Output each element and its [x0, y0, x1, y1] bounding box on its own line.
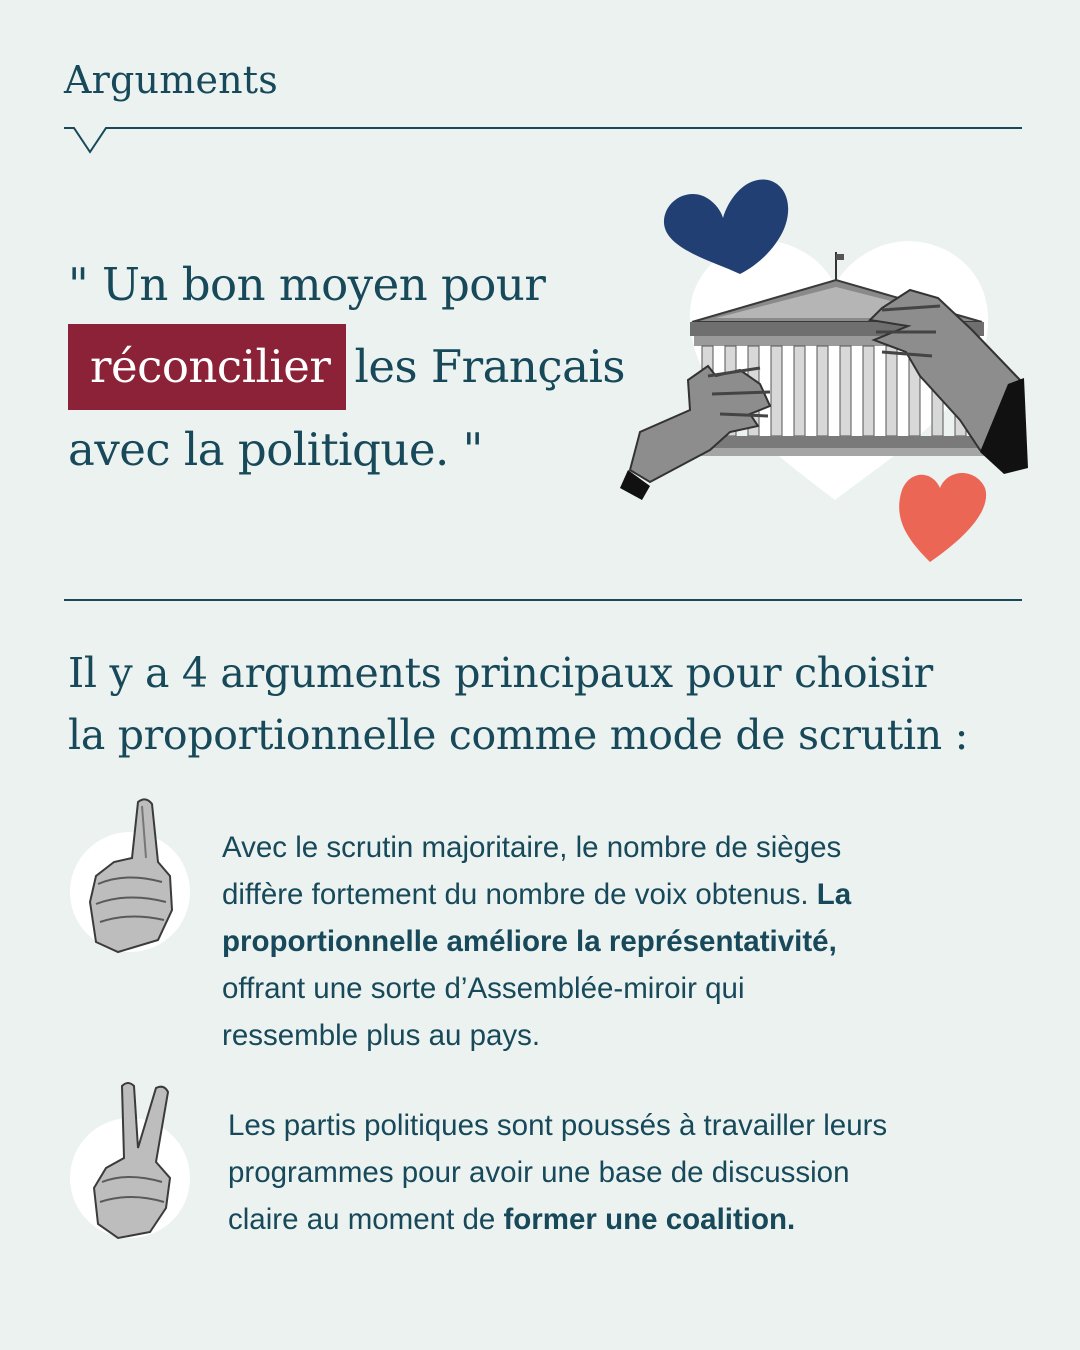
- section-title: Arguments: [64, 58, 278, 102]
- body-text: ressemble plus au pays.: [222, 1019, 541, 1052]
- emphasis-text: La: [816, 878, 852, 911]
- argument-2-line: [228, 1102, 1028, 1149]
- pull-quote: [68, 245, 668, 489]
- body-text: programmes pour avoir une base de discussion: [228, 1156, 850, 1189]
- body-text: Les partis politiques sont poussés à travailler leurs: [228, 1109, 888, 1142]
- quote-line-3: avec la politique. ": [68, 423, 483, 476]
- body-text: diffère fortement du nombre de voix obtenus.: [222, 878, 817, 911]
- assembly-illustration: [620, 170, 1040, 570]
- argument-1-line: [222, 918, 1022, 965]
- argument-1-line: [222, 1012, 1022, 1059]
- section-divider: [64, 599, 1022, 601]
- body-text: offrant une sorte d’Assemblée-miroir qui: [222, 972, 745, 1005]
- argument-2-text: [228, 1102, 1028, 1243]
- intro-line-2: la proportionnelle comme mode de scrutin :: [68, 711, 969, 759]
- argument-1-line: [222, 965, 1022, 1012]
- quote-line-2: [68, 324, 668, 410]
- emphasis-text: former une coalition.: [503, 1203, 796, 1236]
- two-fingers-hand-icon: [66, 1078, 196, 1248]
- quote-highlight: réconcilier: [68, 324, 346, 410]
- argument-1-line: [222, 871, 1022, 918]
- body-text: Avec le scrutin majoritaire, le nombre de sièges: [222, 831, 842, 864]
- quote-line-1: " Un bon moyen pour: [68, 258, 546, 311]
- title-divider: [64, 124, 1022, 156]
- one-finger-hand-icon: [66, 792, 196, 962]
- body-text: claire au moment de: [228, 1203, 504, 1236]
- argument-1-text: [222, 824, 1022, 1059]
- coral-heart-icon: [899, 473, 986, 562]
- emphasis-text: proportionnelle améliore la représentativité,: [222, 925, 837, 958]
- argument-2-line: [228, 1196, 1028, 1243]
- quote-line-2-rest: les Français: [354, 340, 625, 393]
- intro-line-1: Il y a 4 arguments principaux pour choisir: [68, 649, 933, 697]
- intro-text: [68, 642, 1028, 766]
- argument-1-line: [222, 824, 1022, 871]
- argument-2-line: [228, 1149, 1028, 1196]
